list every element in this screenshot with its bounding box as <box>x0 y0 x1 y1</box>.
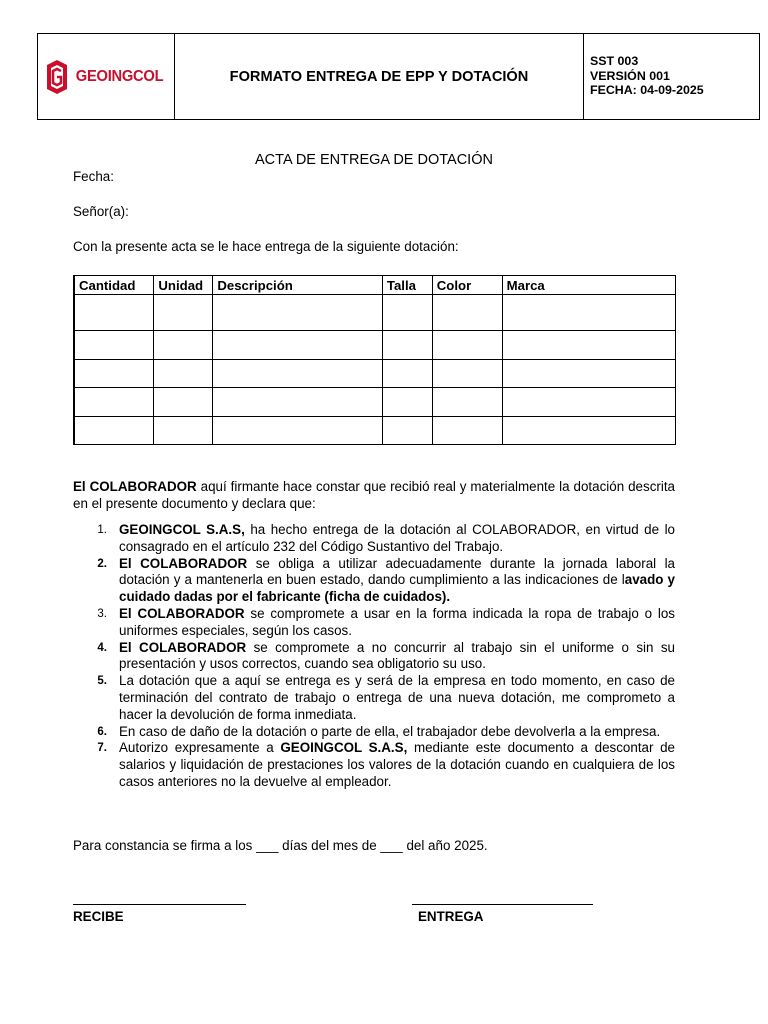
declaration-paragraph <box>73 479 675 513</box>
table-cell[interactable] <box>74 388 154 417</box>
list-item <box>73 522 675 556</box>
document-header <box>37 33 760 120</box>
form-version: VERSIÓN 001 <box>590 68 670 83</box>
declaration-text: aquí firmante hace constar que recibió real y materialmente la dotación descrita en el presente documento y declara que: <box>73 479 675 511</box>
table-row <box>74 331 676 360</box>
table-header-row <box>74 276 676 295</box>
item-number: 2. <box>97 557 107 570</box>
table-cell[interactable] <box>154 388 213 417</box>
declaration-list <box>73 522 675 791</box>
document-title: ACTA DE ENTREGA DE DOTACIÓN <box>255 152 493 168</box>
table-cell[interactable] <box>502 295 675 331</box>
fecha-label: Fecha: <box>73 169 114 184</box>
table-cell[interactable] <box>382 359 432 388</box>
list-item <box>73 640 675 674</box>
col-talla: Talla <box>382 276 432 295</box>
item-text: El COLABORADOR se obliga a utilizar adecuadamente durante la jornada laboral la dotación y a mantenerla en buen estado, dando cumplimiento a las indicaciones de lavado y cuidado dadas por el fabricante (ficha de cuidados). <box>119 555 675 605</box>
table-cell[interactable] <box>213 295 383 331</box>
table-cell[interactable] <box>154 331 213 360</box>
item-text: El COLABORADOR se compromete a usar en la forma indicada la ropa de trabajo o los uniformes especiales, según los casos. <box>119 605 675 638</box>
table-cell[interactable] <box>213 416 383 445</box>
table-cell[interactable] <box>502 416 675 445</box>
signature-label-entrega: ENTREGA <box>418 909 484 924</box>
col-descripcion: Descripción <box>213 276 383 295</box>
table-cell[interactable] <box>154 359 213 388</box>
list-item <box>73 673 675 723</box>
col-unidad: Unidad <box>154 276 213 295</box>
item-text: La dotación que a aquí se entrega es y será de la empresa en todo momento, en caso de terminación del contrato de trabajo o entrega de una nueva dotación, me comprometo a hacer la devolución de forma inmediata. <box>119 673 675 722</box>
intro-text: Con la presente acta se le hace entrega de la siguiente dotación: <box>73 239 459 254</box>
form-code: SST 003 <box>590 54 639 68</box>
form-date: FECHA: 04-09-2025 <box>590 83 704 97</box>
table-cell[interactable] <box>502 388 675 417</box>
item-number: 3. <box>97 607 107 620</box>
table-cell[interactable] <box>154 295 213 331</box>
signature-line-recibe[interactable] <box>73 904 246 905</box>
table-cell[interactable] <box>432 331 502 360</box>
table-cell[interactable] <box>213 388 383 417</box>
table-row <box>74 416 676 445</box>
col-cantidad: Cantidad <box>74 276 154 295</box>
item-number: 4. <box>97 641 107 654</box>
table-cell[interactable] <box>74 416 154 445</box>
table-cell[interactable] <box>502 331 675 360</box>
table-row <box>74 359 676 388</box>
item-number: 5. <box>97 675 107 688</box>
table-cell[interactable] <box>382 388 432 417</box>
table-cell[interactable] <box>432 295 502 331</box>
item-number: 7. <box>97 742 107 755</box>
logo-wordmark: GEOINGCOL <box>75 67 164 85</box>
table-cell[interactable] <box>213 359 383 388</box>
table-cell[interactable] <box>154 416 213 445</box>
form-meta <box>584 34 759 119</box>
table-cell[interactable] <box>74 331 154 360</box>
col-color: Color <box>432 276 502 295</box>
table-cell[interactable] <box>74 295 154 331</box>
closing-text: Para constancia se firma a los ___ días del mes de ___ del año 2025. <box>73 838 488 853</box>
table-cell[interactable] <box>432 388 502 417</box>
table-cell[interactable] <box>213 331 383 360</box>
table-cell[interactable] <box>382 295 432 331</box>
table-cell[interactable] <box>382 331 432 360</box>
list-item <box>73 556 675 606</box>
list-item <box>73 724 675 741</box>
company-logo <box>38 34 175 119</box>
table-row <box>74 388 676 417</box>
item-text: GEOINGCOL S.A.S, ha hecho entrega de la dotación al COLABORADOR, en virtud de lo consagrado en el artículo 232 del Código Sustantivo del Trabajo. <box>119 522 675 554</box>
item-text: En caso de daño de la dotación o parte de ella, el trabajador debe devolverla a la empresa. <box>119 723 661 739</box>
signature-line-entrega[interactable] <box>412 904 593 905</box>
item-number: 1. <box>97 524 107 536</box>
table-cell[interactable] <box>432 359 502 388</box>
item-text: El COLABORADOR se compromete a no concurrir al trabajo sin el uniforme o sin su presentación y usos correctos, cuando sea obligatorio su uso. <box>119 639 675 672</box>
table-cell[interactable] <box>502 359 675 388</box>
senor-label: Señor(a): <box>73 204 129 219</box>
dotacion-table <box>73 275 676 445</box>
declaration-lead: El COLABORADOR <box>73 479 197 494</box>
col-marca: Marca <box>502 276 675 295</box>
list-item <box>73 740 675 790</box>
table-cell[interactable] <box>382 416 432 445</box>
form-title: FORMATO ENTREGA DE EPP Y DOTACIÓN <box>175 34 584 119</box>
list-item <box>73 606 675 640</box>
item-number: 6. <box>97 725 107 738</box>
item-text: Autorizo expresamente a GEOINGCOL S.A.S, mediante este documento a descontar de salarios y liquidación de prestaciones los valores de la dotación cuando en cualquiera de los casos anteriores no la devuelve al empleador. <box>119 740 675 789</box>
table-cell[interactable] <box>74 359 154 388</box>
table-row <box>74 295 676 331</box>
table-cell[interactable] <box>432 416 502 445</box>
geoingcol-logo-icon <box>45 59 69 95</box>
signature-label-recibe: RECIBE <box>73 909 124 924</box>
